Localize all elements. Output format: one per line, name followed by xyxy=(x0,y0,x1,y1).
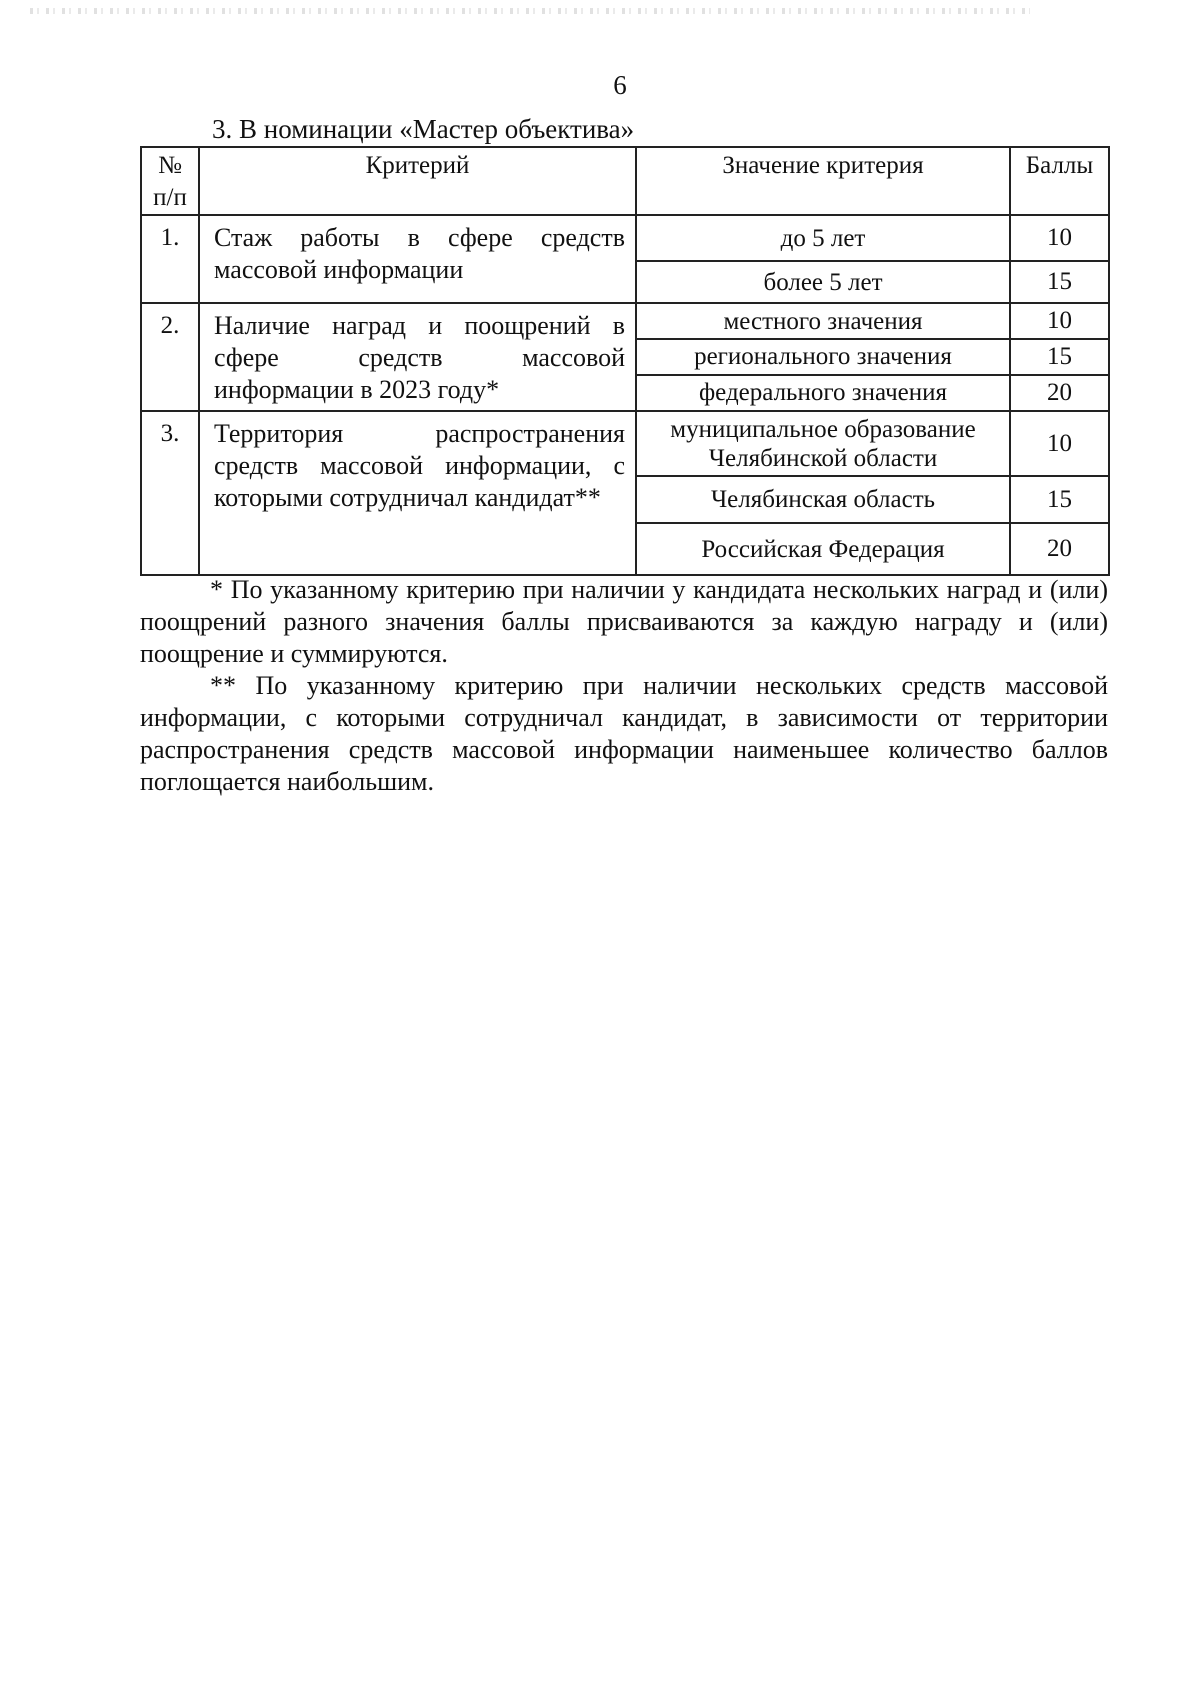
criteria-table xyxy=(140,146,1110,576)
criterion-value: Челябинская область xyxy=(636,476,1010,523)
header-criterion-label: Критерий xyxy=(365,152,470,179)
row-number: 1. xyxy=(141,215,199,303)
criterion-text: Стаж работы в сфере средств массовой информации xyxy=(214,223,625,284)
criterion-text: Наличие наград и поощрений в сфере средств массовой информации в 2023 году* xyxy=(214,311,625,404)
scan-artifact xyxy=(30,8,1030,14)
criterion-points: 15 xyxy=(1010,339,1109,374)
header-value xyxy=(636,147,1010,215)
header-criterion xyxy=(199,147,636,215)
table-header-row xyxy=(141,147,1109,215)
criterion-points: 20 xyxy=(1010,375,1109,411)
criterion-points: 10 xyxy=(1010,411,1109,476)
header-number-line2: п/п xyxy=(153,184,187,211)
footnote-double-asterisk: ** По указанному критерию при наличии нескольких средств массовой информации, с которыми сотрудничал кандидат, в зависимости от территории распространения средств массовой информации наименьшее количество баллов поглощается наибольшим. xyxy=(140,671,1108,796)
criterion-value: регионального значения xyxy=(636,339,1010,374)
page-number: 6 xyxy=(613,70,627,100)
table-row xyxy=(141,303,1109,339)
row-criterion xyxy=(199,215,636,303)
criterion-points: 15 xyxy=(1010,261,1109,303)
criterion-points: 15 xyxy=(1010,476,1109,523)
criterion-value: более 5 лет xyxy=(636,261,1010,303)
row-number: 2. xyxy=(141,303,199,411)
criterion-value: Российская Федерация xyxy=(636,523,1010,575)
criterion-text: Территория распространения средств массовой информации, с которыми сотрудничал кандидат** xyxy=(214,419,625,512)
header-number-line1: № xyxy=(158,152,182,179)
criterion-points: 20 xyxy=(1010,523,1109,575)
footnote-single-asterisk: * По указанному критерию при наличии у кандидата нескольких наград и (или) поощрений разного значения баллы присваиваются за каждую награду и (или) поощрение и суммируются. xyxy=(140,575,1108,668)
criterion-value: федерального значения xyxy=(636,375,1010,411)
table-row xyxy=(141,411,1109,476)
criterion-points: 10 xyxy=(1010,215,1109,261)
header-number xyxy=(141,147,199,215)
header-points-label: Баллы xyxy=(1025,152,1094,179)
row-criterion xyxy=(199,303,636,411)
row-criterion xyxy=(199,411,636,575)
header-points xyxy=(1010,147,1109,215)
criterion-value: до 5 лет xyxy=(636,215,1010,261)
criterion-value: муниципальное образование Челябинской области xyxy=(636,411,1010,476)
table-row xyxy=(141,215,1109,261)
criterion-points: 10 xyxy=(1010,303,1109,339)
criterion-value: местного значения xyxy=(636,303,1010,339)
header-value-label: Значение критерия xyxy=(722,152,924,179)
section-title: 3. В номинации «Мастер объектива» xyxy=(212,114,635,144)
row-number: 3. xyxy=(141,411,199,575)
